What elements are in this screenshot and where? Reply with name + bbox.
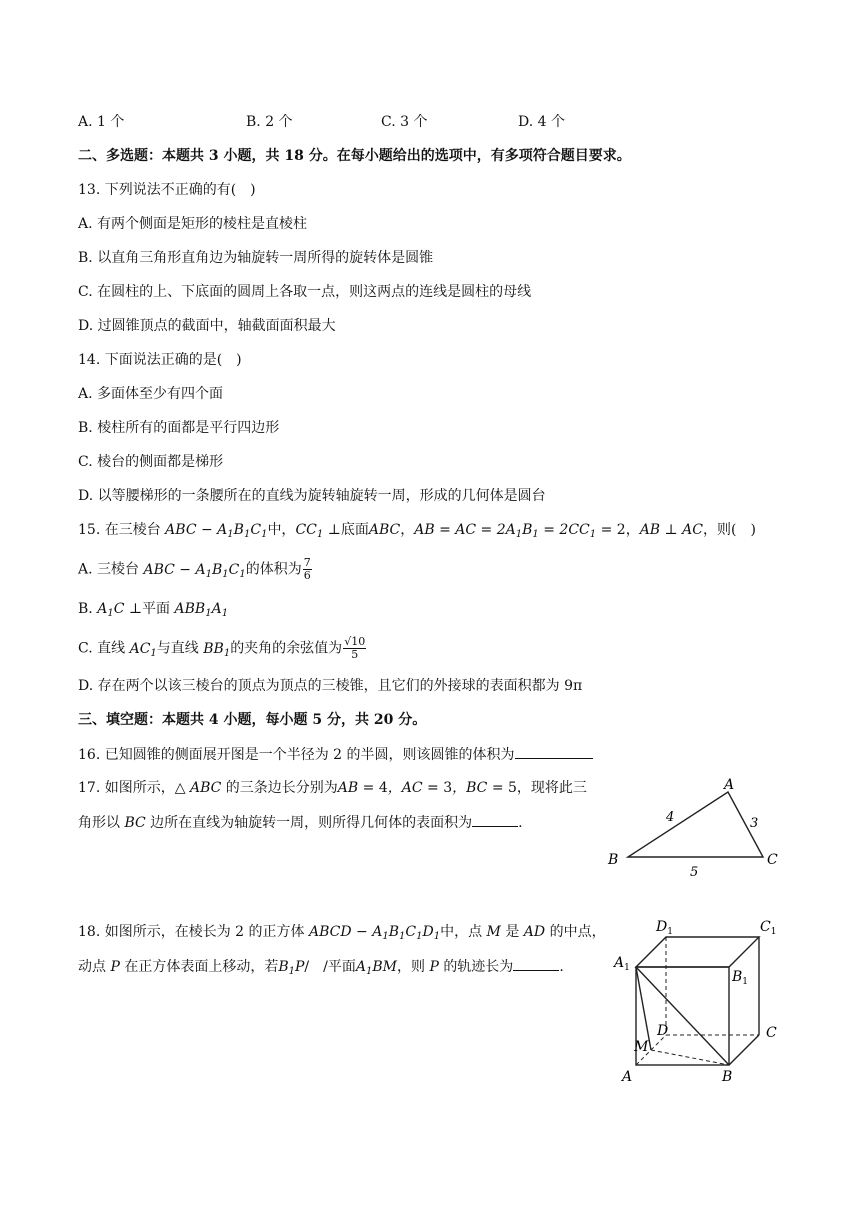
- q18-line-1: [78, 922, 606, 942]
- q15-text-1: 中，: [267, 522, 296, 538]
- q15-a-den: 6: [303, 569, 311, 582]
- q15-perp: AB ⊥ AC: [639, 522, 703, 538]
- section-3-heading: 三、填空题：本题共 4 小题，每小题 5 分，共 20 分。: [78, 712, 427, 728]
- q18-l1-mid2: 是: [505, 924, 520, 940]
- q15-b-prefix: B.: [78, 601, 93, 617]
- q15-c-prefix: C. 直线: [78, 640, 126, 657]
- q15-c-mid2: 的夹角的余弦值为: [230, 640, 343, 657]
- q15-c-num: √10: [344, 635, 366, 648]
- q15-b-a1c: $A_1C$: [97, 601, 125, 619]
- q15-c-fraction: [343, 636, 366, 661]
- q15-text-5: ，则( ): [702, 522, 756, 538]
- q16-answer-blank[interactable]: [515, 744, 593, 759]
- q17-l2-mid: 边所在直线为轴旋转一周，则所得几何体的表面积为: [150, 815, 473, 831]
- q18-l1-end: 的中点，: [549, 924, 606, 940]
- cube-label-d: D: [657, 1023, 669, 1039]
- cube-label-c1: $C_1$: [760, 919, 777, 937]
- q17-triangle-symbol: △: [174, 780, 186, 796]
- q17-line-1: [78, 778, 587, 798]
- q18-m: M: [486, 924, 501, 940]
- q15-c-mid: 与直线: [156, 640, 199, 657]
- q15-c-bb1: $BB_1$: [203, 640, 231, 659]
- q13-stem: 13. 下列说法不正确的有( ): [78, 182, 256, 198]
- q17-line-2: [78, 812, 523, 833]
- q15-text-3: ，: [400, 522, 415, 538]
- q13-option-b: B. 以直角三角形直角边为轴旋转一周所得的旋转体是圆锥: [78, 250, 434, 266]
- q17-label-ac: 3: [750, 816, 759, 831]
- q15-lengths: AB = AC = $2A_1B_1 = 2CC_1 = 2$: [414, 522, 626, 540]
- q15-a-prefix: A. 三棱台: [78, 561, 140, 578]
- q15-frustum: ABC − $A_1B_1C_1$: [165, 522, 268, 540]
- q12-option-c: C. 3 个: [381, 114, 428, 130]
- q17-l1-end: ，现将此三: [516, 780, 587, 796]
- cube-line-a1b: [636, 967, 729, 1065]
- q15-text-4: ，: [625, 522, 640, 538]
- q17-l1-prefix: 17. 如图所示，: [78, 780, 175, 796]
- cube-label-m: M: [634, 1039, 649, 1055]
- q18-l2-prefix: 动点: [78, 959, 106, 975]
- q18-l2-mid2: / /平面: [304, 959, 356, 975]
- q15-cc1: $CC_1$: [295, 522, 324, 540]
- cube-label-b: B: [722, 1069, 733, 1085]
- q17-bc: BC: [124, 815, 146, 831]
- q17-l1-mid: 的三条边长分别为: [225, 780, 338, 796]
- q13-option-a: A. 有两个侧面是矩形的棱柱是直棱柱: [78, 216, 308, 232]
- q18-cube-figure: [610, 915, 790, 1087]
- q17-label-c: C: [767, 852, 778, 868]
- q14-option-b: B. 棱柱所有的面都是平行四边形: [78, 420, 280, 436]
- q17-l2-prefix: 角形以: [78, 815, 120, 831]
- q18-l2-dot: .: [559, 959, 564, 975]
- q16-stem: [78, 744, 593, 765]
- q18-line-2: [78, 956, 564, 977]
- q14-stem: 14. 下面说法正确的是( ): [78, 352, 242, 368]
- q12-option-d: D. 4 个: [518, 114, 565, 130]
- q14-option-a: A. 多面体至少有四个面: [78, 386, 224, 402]
- q17-triangle: [628, 792, 763, 857]
- q15-b-plane: $ABB_1A_1$: [174, 601, 229, 619]
- q15-option-a: [78, 557, 313, 582]
- q15-a-fraction: [303, 557, 312, 582]
- q15-text-2: ⊥底面: [327, 522, 369, 538]
- q18-b1p: $B_1P$: [278, 959, 305, 977]
- q15-option-d: D. 存在两个以该三棱台的顶点为顶点的三棱锥，且它们的外接球的表面积都为 9π: [78, 678, 583, 694]
- cube-edge-cb: [729, 1035, 759, 1065]
- q17-l2-end: .: [518, 815, 523, 831]
- q15-option-c: [78, 636, 367, 661]
- q18-l1-mid: 中，点: [440, 924, 483, 940]
- section-2-heading: 二、多选题：本题共 3 小题，共 18 分。在每小题给出的选项中，有多项符合题目要求。: [78, 148, 631, 164]
- cube-top-face: [636, 937, 759, 967]
- q18-l2-end: 的轨迹长为: [443, 959, 514, 975]
- cube-label-c: C: [766, 1025, 777, 1041]
- q13-option-d: D. 过圆锥顶点的截面中，轴截面面积最大: [78, 318, 336, 334]
- q18-l2-mid: 在正方体表面上移动，若: [124, 959, 279, 975]
- q15-a-num: 7: [303, 556, 311, 569]
- q15-stem: [78, 520, 756, 540]
- q14-option-d: D. 以等腰梯形的一条腰所在的直线为旋转轴旋转一周，形成的几何体是圆台: [78, 488, 546, 504]
- q15-a-mid: 的体积为: [245, 561, 302, 578]
- cube-label-a1: $A_1$: [614, 955, 630, 973]
- q15-c-den: 5: [351, 648, 359, 661]
- q18-p-2: P: [429, 959, 439, 975]
- q17-label-b: B: [608, 852, 619, 868]
- q15-prefix: 15. 在三棱台: [78, 522, 161, 538]
- q18-a1bm: $A_1BM$: [355, 959, 397, 977]
- q17-lengths: AB = 4，AC = 3，BC = 5: [337, 780, 517, 796]
- q12-option-b: B. 2 个: [246, 114, 293, 130]
- q18-l1-prefix: 18. 如图所示，在棱长为 2 的正方体: [78, 924, 305, 940]
- q18-ad: AD: [523, 924, 546, 940]
- q17-abc: ABC: [189, 780, 222, 796]
- q18-l2-mid3: ，则: [396, 959, 425, 975]
- q14-option-c: C. 棱台的侧面都是梯形: [78, 454, 224, 470]
- cube-label-a: A: [622, 1069, 633, 1085]
- q15-c-ac1: $AC_1$: [129, 640, 157, 659]
- q15-abc: ABC: [368, 522, 401, 538]
- q16-text: 16. 已知圆锥的侧面展开图是一个半径为 2 的半圆，则该圆锥的体积为: [78, 747, 515, 763]
- q17-answer-blank[interactable]: [472, 812, 518, 827]
- q18-cube: ABCD − $A_1B_1C_1D_1$: [308, 924, 441, 942]
- q18-p: P: [110, 959, 120, 975]
- q18-answer-blank[interactable]: [513, 956, 559, 971]
- q12-option-a: A. 1 个: [78, 114, 125, 130]
- q17-label-bc: 5: [690, 865, 699, 880]
- q15-b-mid: ⊥平面: [128, 601, 171, 617]
- q15-a-frustum: ABC − $A_1B_1C_1$: [143, 561, 246, 580]
- q17-label-ab: 4: [666, 810, 675, 825]
- q17-triangle-figure: [600, 775, 790, 885]
- q15-option-b: [78, 599, 228, 619]
- cube-label-b1: $B_1$: [732, 969, 749, 987]
- q13-option-c: C. 在圆柱的上、下底面的圆周上各取一点，则这两点的连线是圆柱的母线: [78, 284, 532, 300]
- cube-label-d1: $D_1$: [656, 919, 673, 937]
- q17-label-a: A: [724, 777, 735, 793]
